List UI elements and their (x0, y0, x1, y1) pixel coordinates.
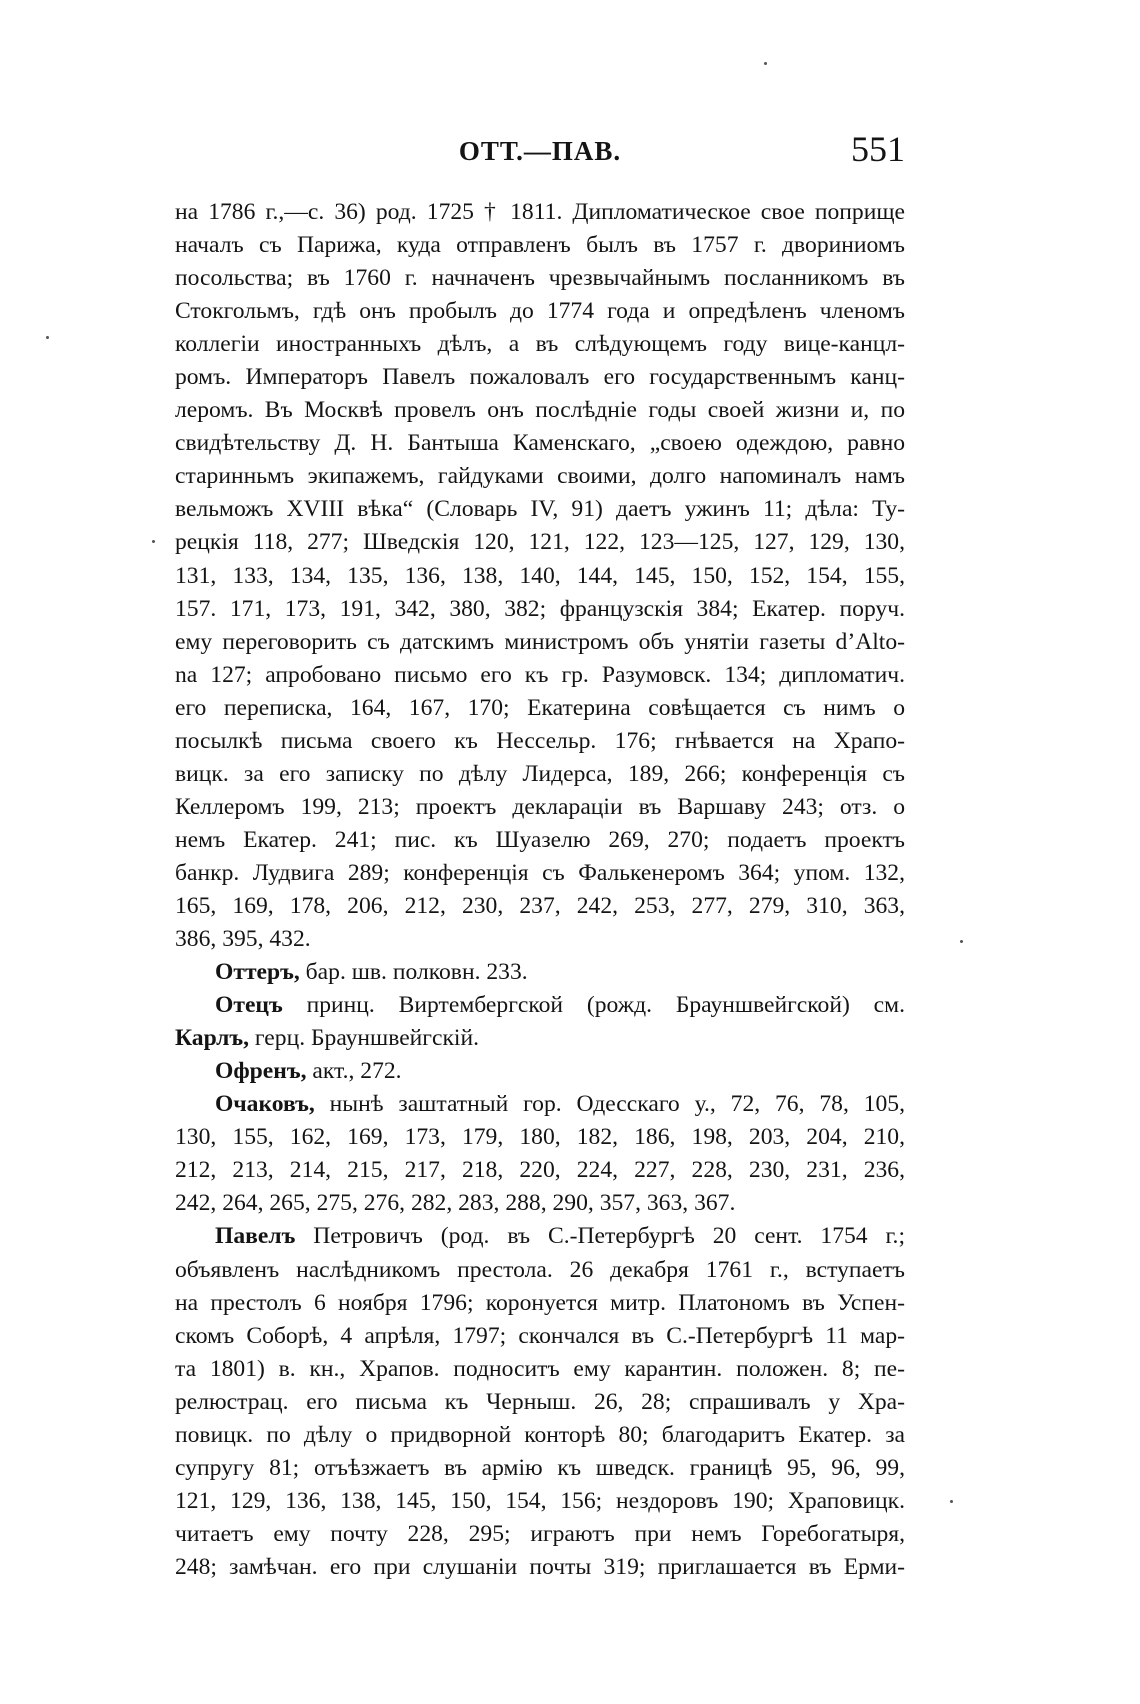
page-number: 551 (851, 129, 905, 169)
print-speck (960, 940, 963, 943)
text-line (175, 427, 905, 460)
text-line (175, 560, 905, 593)
print-speck (950, 1500, 953, 1503)
text-line (175, 262, 905, 295)
text-line (175, 1121, 905, 1154)
text-line (175, 394, 905, 427)
print-speck (764, 62, 767, 65)
text-line (175, 1485, 905, 1518)
entry-headword: Оттеръ, (215, 959, 300, 986)
text-segment: вицк. за его записку по дѣлу Лидерса, 189, 266; конференція съ (175, 760, 905, 787)
text-line (175, 1022, 905, 1055)
text-line (175, 1386, 905, 1419)
text-segment: нынѣ заштатный гор. Одесскаго у., 72, 76, 78, 105, (314, 1091, 905, 1118)
text-segment: релюстрац. его письма къ Черныш. 26, 28; спрашивалъ у Хра- (175, 1388, 905, 1415)
index-text-body (175, 196, 905, 1584)
text-line (175, 1220, 905, 1253)
text-line (175, 196, 905, 229)
running-head (175, 128, 905, 178)
text-line (175, 328, 905, 361)
text-segment: 157. 171, 173, 191, 342, 380, 382; французскія 384; Екатер. поруч. (175, 595, 905, 622)
text-line (175, 890, 905, 923)
entry-headword: Очаковъ, (215, 1091, 315, 1118)
text-segment: акт., 272. (306, 1058, 402, 1085)
text-line (175, 1452, 905, 1485)
text-segment: на 1786 г.,—с. 36) род. 1725 † 1811. Дипломатическое свое поприще (175, 199, 905, 225)
text-segment: на престолъ 6 ноября 1796; коронуется митр. Платономъ въ Успен- (175, 1289, 905, 1316)
text-line (175, 1088, 905, 1121)
text-line (175, 1419, 905, 1452)
text-segment: коллегіи иностранныхъ дѣлъ, а въ слѣдующемъ году вице-канцл- (175, 331, 905, 358)
text-line (175, 460, 905, 493)
text-segment: Келлеромъ 199, 213; проектъ декларацiи въ Варшаву 243; отз. о (175, 793, 905, 820)
text-line (175, 361, 905, 394)
text-segment: na 127; апробовано письмо его къ гр. Разумовск. 134; дипломатич. (175, 661, 905, 688)
text-line (175, 229, 905, 262)
text-segment: герц. Брауншвейгскій. (249, 1025, 479, 1052)
text-line (175, 1154, 905, 1187)
text-line (175, 593, 905, 626)
text-line (175, 923, 905, 956)
text-segment: 130, 155, 162, 169, 173, 179, 180, 182, 186, 198, 203, 204, 210, (175, 1124, 905, 1151)
text-segment: посылкѣ письма своего къ Нессельр. 176; гнѣвается на Храпо- (175, 727, 905, 754)
text-segment: ему переговорить съ датскимъ министромъ объ унятіи газеты d’Alto- (175, 628, 905, 655)
text-segment: ромъ. Императоръ Павелъ пожаловалъ его государственнымъ канц- (175, 364, 905, 391)
text-segment: 212, 213, 214, 215, 217, 218, 220, 224, 227, 228, 230, 231, 236, (175, 1157, 905, 1184)
text-line (175, 758, 905, 791)
text-segment: 386, 395, 432. (175, 926, 311, 953)
text-line (175, 1254, 905, 1287)
text-segment: бар. шв. полковн. 233. (299, 959, 528, 986)
text-line (175, 791, 905, 824)
text-line (175, 956, 905, 989)
text-segment: банкр. Лудвига 289; конференція съ Фалькенеромъ 364; упом. 132, (175, 859, 905, 886)
text-segment: скомъ Соборѣ, 4 апрѣля, 1797; скончался въ С.-Петербургѣ 11 мар- (175, 1322, 905, 1349)
entry-headword: Офренъ, (215, 1058, 307, 1085)
entry-headword: Карлъ, (175, 1025, 250, 1052)
text-line (175, 295, 905, 328)
text-segment: принц. Виртембергской (рожд. Брауншвейгской) см. (282, 992, 905, 1019)
entry-headword: Отецъ (215, 992, 283, 1019)
text-line (175, 857, 905, 890)
text-line (175, 1320, 905, 1353)
text-segment: повицк. по дѣлу о придворной конторѣ 80; благодаритъ Екатер. за (175, 1421, 905, 1448)
running-head-title: ОТТ.—ПАВ. (458, 136, 622, 166)
text-segment: читаетъ ему почту 228, 295; играютъ при немъ Горебогатыря, (175, 1520, 905, 1547)
text-segment: его переписка, 164, 167, 170; Екатерина совѣщается съ нимъ о (175, 694, 905, 721)
text-segment: свидѣтельству Д. Н. Бантыша Каменскаго, „своею одеждою, равно (175, 430, 905, 457)
entry-headword: Павелъ (215, 1223, 296, 1250)
print-speck (152, 540, 155, 543)
text-line (175, 493, 905, 526)
text-segment: 248; замѣчан. его при слушаніи почты 319; приглашается въ Ерми- (175, 1553, 905, 1580)
text-segment: 131, 133, 134, 135, 136, 138, 140, 144, 145, 150, 152, 154, 155, (175, 562, 905, 589)
text-line (175, 1187, 905, 1220)
text-segment: Петровичъ (род. въ С.-Петербургѣ 20 сент. 1754 г.; (295, 1223, 905, 1250)
text-line (175, 1518, 905, 1551)
text-line (175, 989, 905, 1022)
text-line (175, 526, 905, 559)
text-line (175, 1551, 905, 1584)
text-line (175, 626, 905, 659)
print-speck (46, 336, 49, 339)
text-segment: старинньмъ экипажемъ, гайдуками своими, долго напоминалъ намъ (175, 463, 905, 490)
text-segment: объявленъ наслѣдникомъ престола. 26 декабря 1761 г., вступаетъ (175, 1256, 905, 1283)
text-line (175, 824, 905, 857)
text-segment: леромъ. Въ Москвѣ провелъ онъ послѣдніе годы своей жизни и, по (175, 397, 905, 424)
text-segment: супругу 81; отъѣзжаетъ въ армію къ шведск. границѣ 95, 96, 99, (175, 1454, 905, 1481)
text-segment: 121, 129, 136, 138, 145, 150, 154, 156; нездоровъ 190; Храповицк. (175, 1487, 905, 1514)
text-segment: вельможъ XVIII вѣка“ (Словарь IV, 91) даетъ ужинъ 11; дѣла: Ту- (175, 496, 905, 523)
text-segment: началъ съ Парижа, куда отправленъ былъ въ 1757 г. двориниомъ (175, 232, 905, 259)
text-line (175, 1287, 905, 1320)
text-segment: немъ Екатер. 241; пис. къ Шуазелю 269, 270; подаетъ проектъ (175, 826, 905, 853)
text-segment: та 1801) в. кн., Храпов. подноситъ ему карантин. положен. 8; пе- (175, 1355, 905, 1382)
text-segment: посольства; въ 1760 г. начначенъ чрезвычайнымъ посланникомъ въ (175, 265, 905, 292)
text-segment: 165, 169, 178, 206, 212, 230, 237, 242, 253, 277, 279, 310, 363, (175, 892, 905, 919)
text-segment: 242, 264, 265, 275, 276, 282, 283, 288, 290, 357, 363, 367. (175, 1190, 736, 1217)
text-line (175, 692, 905, 725)
text-segment: рецкія 118, 277; Шведскія 120, 121, 122, 123—125, 127, 129, 130, (175, 529, 905, 556)
text-line (175, 725, 905, 758)
text-line (175, 1353, 905, 1386)
text-line (175, 659, 905, 692)
text-line (175, 1055, 905, 1088)
text-segment: Стокгольмъ, гдѣ онъ пробылъ до 1774 года и опредѣленъ членомъ (175, 298, 905, 325)
